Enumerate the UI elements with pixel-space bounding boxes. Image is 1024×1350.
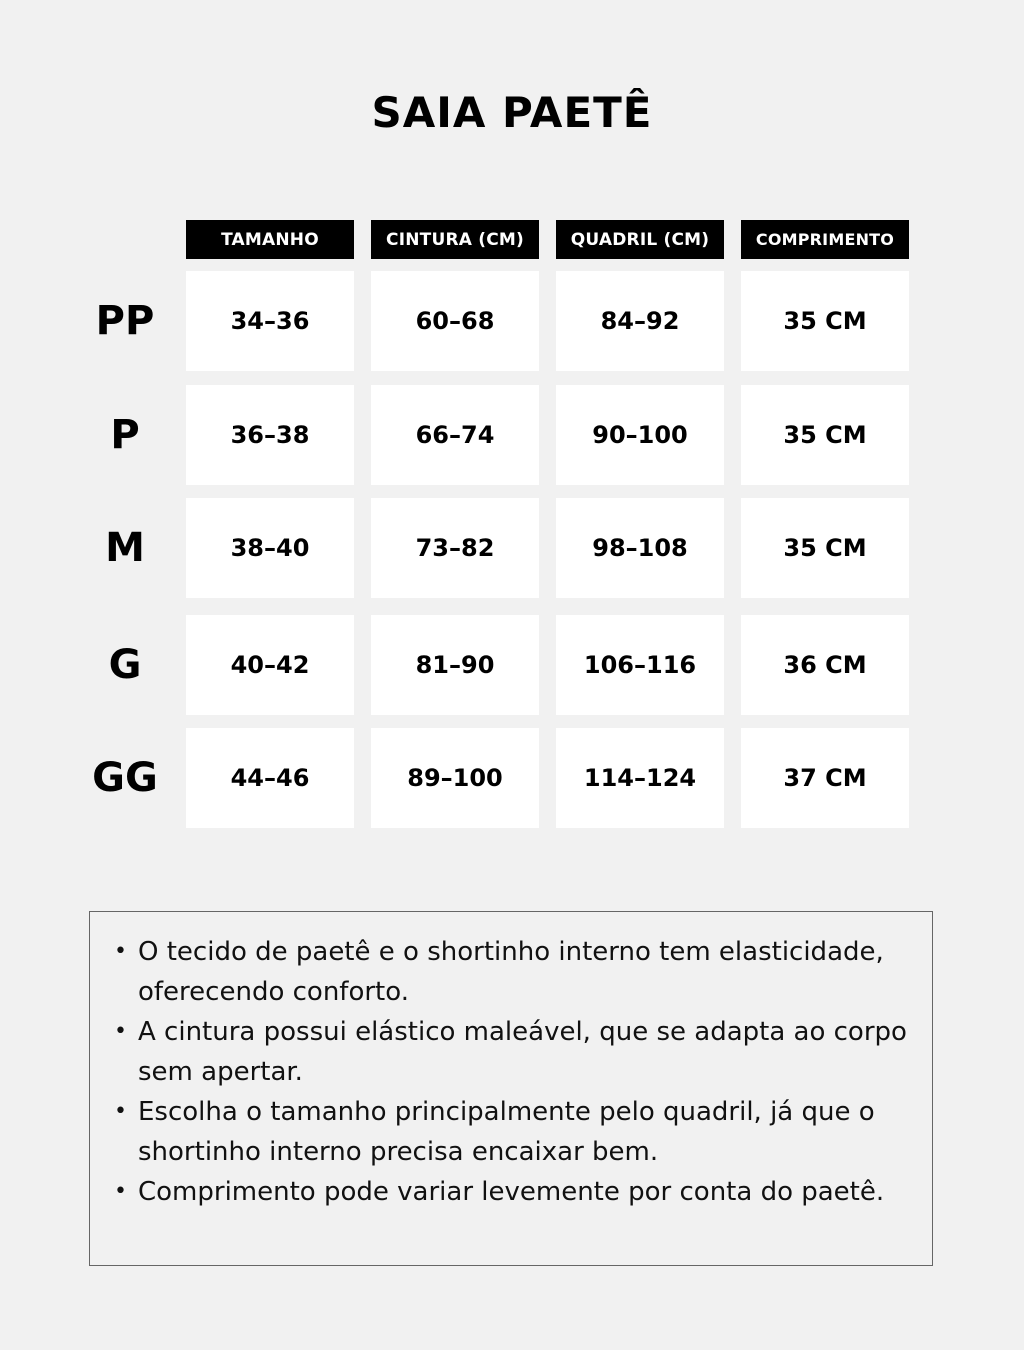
table-cell: 90–100 [556, 385, 724, 485]
notes-box [89, 911, 933, 1266]
table-cell: 114–124 [556, 728, 724, 828]
table-cell: 98–108 [556, 498, 724, 598]
size-label-g: G [108, 642, 142, 688]
bullet-icon: • [114, 1099, 127, 1124]
size-label-gg: GG [92, 755, 158, 801]
note-item [114, 932, 918, 1012]
table-cell: 35 CM [741, 271, 909, 371]
table-cell: 106–116 [556, 615, 724, 715]
table-cell: 89–100 [371, 728, 539, 828]
table-cell: 44–46 [186, 728, 354, 828]
table-cell: 35 CM [741, 385, 909, 485]
note-text: O tecido de paetê e o shortinho interno tem elasticidade, oferecendo conforto. [138, 937, 884, 1007]
page-title: SAIA PAETÊ [371, 88, 653, 137]
header-comprimento: COMPRIMENTO [741, 220, 909, 259]
note-item [114, 1092, 918, 1172]
note-text: Comprimento pode variar levemente por conta do paetê. [138, 1177, 885, 1207]
size-label-pp: PP [95, 298, 155, 344]
table-cell: 35 CM [741, 498, 909, 598]
bullet-icon: • [114, 1179, 127, 1204]
table-cell: 38–40 [186, 498, 354, 598]
table-cell: 36 CM [741, 615, 909, 715]
table-cell: 73–82 [371, 498, 539, 598]
note-text: Escolha o tamanho principalmente pelo quadril, já que o shortinho interno precisa encaixar bem. [138, 1097, 875, 1167]
note-item [114, 1172, 918, 1212]
note-text: A cintura possui elástico maleável, que se adapta ao corpo sem apertar. [138, 1017, 907, 1087]
bullet-icon: • [114, 1019, 127, 1044]
table-cell: 40–42 [186, 615, 354, 715]
table-cell: 84–92 [556, 271, 724, 371]
bullet-icon: • [114, 939, 127, 964]
note-item [114, 1012, 918, 1092]
notes-list [90, 912, 932, 1212]
table-cell: 36–38 [186, 385, 354, 485]
table-cell: 34–36 [186, 271, 354, 371]
size-label-m: M [105, 525, 145, 571]
size-label-p: P [110, 412, 140, 458]
table-cell: 66–74 [371, 385, 539, 485]
header-quadril: QUADRIL (CM) [556, 220, 724, 259]
table-cell: 60–68 [371, 271, 539, 371]
header-cintura: CINTURA (CM) [371, 220, 539, 259]
table-cell: 81–90 [371, 615, 539, 715]
header-tamanho: TAMANHO [186, 220, 354, 259]
table-cell: 37 CM [741, 728, 909, 828]
